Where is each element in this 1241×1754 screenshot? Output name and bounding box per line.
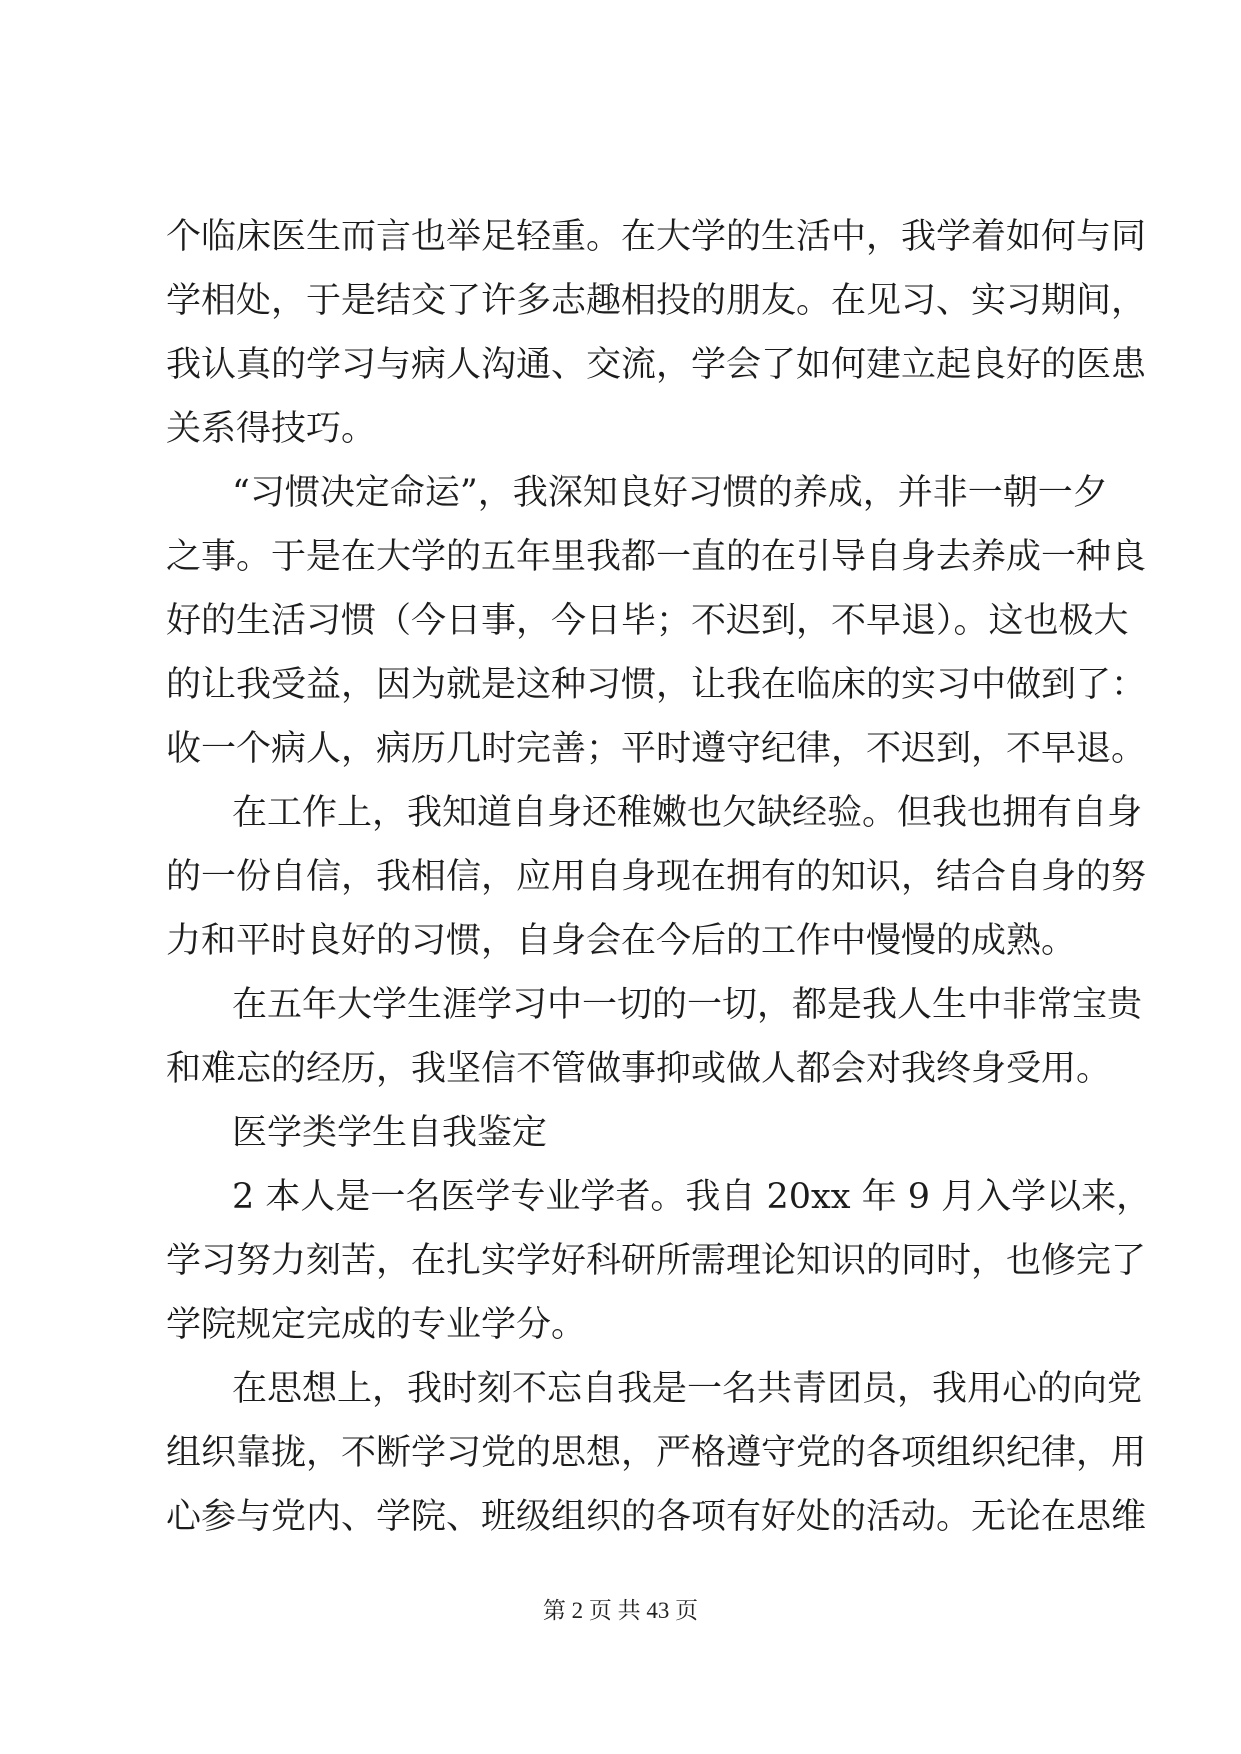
- paragraph-line: 收一个病人，病历几时完善；平时遵守纪律，不迟到，不早退。: [166, 729, 1147, 769]
- paragraph-line: 好的生活习惯（今日事，今日毕；不迟到，不早退）。这也极大: [166, 601, 1129, 641]
- paragraph-line: 学院规定完成的专业学分。: [166, 1305, 587, 1345]
- paragraph-line: 个临床医生而言也举足轻重。在大学的生活中，我学着如何与同: [166, 217, 1147, 257]
- paragraph-line: “习惯决定命运”，我深知良好习惯的养成，并非一朝一夕: [232, 473, 1108, 513]
- paragraph-line: 心参与党内、学院、班级组织的各项有好处的活动。无论在思维: [166, 1497, 1147, 1537]
- paragraph-line: 在思想上，我时刻不忘自我是一名共青团员，我用心的向党: [232, 1369, 1143, 1409]
- paragraph-line: 的一份自信，我相信，应用自身现在拥有的知识，结合自身的努: [166, 857, 1147, 897]
- page-footer: 第 2 页 共 43 页: [542, 1598, 699, 1623]
- paragraph-line: 关系得技巧。: [166, 409, 377, 449]
- paragraph-line: 学相处，于是结交了许多志趣相投的朋友。在见习、实习期间，: [166, 281, 1147, 321]
- paragraph-line: 之事。于是在大学的五年里我都一直的在引导自身去养成一种良: [166, 537, 1147, 577]
- paragraph-line: 学习努力刻苦，在扎实学好科研所需理论知识的同时，也修完了: [166, 1241, 1147, 1281]
- section-heading: 医学类学生自我鉴定: [232, 1113, 548, 1153]
- paragraph-line: 在五年大学生涯学习中一切的一切，都是我人生中非常宝贵: [232, 985, 1143, 1025]
- paragraph-line: 我认真的学习与病人沟通、交流，学会了如何建立起良好的医患: [166, 345, 1147, 385]
- paragraph-line: 和难忘的经历，我坚信不管做事抑或做人都会对我终身受用。: [166, 1049, 1112, 1089]
- paragraph-line: 组织靠拢，不断学习党的思想，严格遵守党的各项组织纪律，用: [166, 1433, 1147, 1473]
- paragraph-line: 在工作上，我知道自身还稚嫩也欠缺经验。但我也拥有自身: [232, 793, 1143, 833]
- paragraph-line: 力和平时良好的习惯，自身会在今后的工作中慢慢的成熟。: [166, 921, 1077, 961]
- paragraph-line: 2 本人是一名医学专业学者。我自 20xx 年 9 月入学以来，: [232, 1177, 1152, 1217]
- paragraph-line: 的让我受益，因为就是这种习惯，让我在临床的实习中做到了：: [166, 665, 1147, 705]
